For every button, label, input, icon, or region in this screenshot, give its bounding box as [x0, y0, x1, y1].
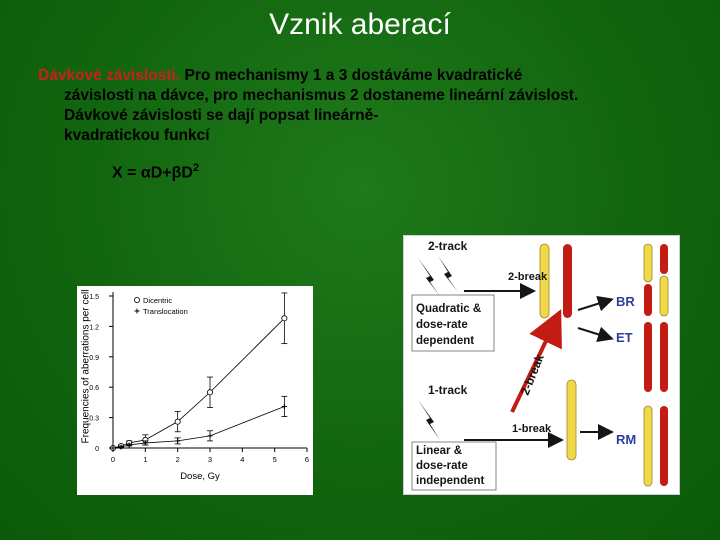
label-one-break: 1-break: [512, 423, 552, 435]
chart-x-tick-label: 0: [110, 455, 116, 464]
chart-y-tick-label: 1.5: [89, 294, 99, 301]
lin-line-3: independent: [416, 475, 485, 487]
quad-line-3: dependent: [416, 335, 475, 347]
paragraph-lead: Dávkové závislosti.: [38, 67, 181, 84]
chart-point-dicentric: [207, 390, 212, 395]
dose-response-chart: [77, 286, 313, 495]
label-one-track: 1-track: [428, 383, 468, 397]
chart-x-tick-label: 4: [240, 455, 245, 464]
linear-quadratic-formula: [112, 162, 199, 182]
chart-x-tick-label: 2: [175, 455, 180, 464]
quad-line-2: dose-rate: [416, 319, 468, 331]
chart-series-line: [113, 318, 284, 448]
chart-svg: [77, 286, 313, 495]
chart-series-line: [113, 406, 284, 448]
chromosome-br-3: [660, 244, 668, 274]
chart-y-tick-label: 1.2: [89, 324, 99, 332]
label-two-break-diag: 2-break: [517, 352, 547, 398]
arrow-et: [578, 328, 610, 338]
chart-point-dicentric: [175, 419, 180, 424]
chart-xlabel: Dose, Gy: [180, 471, 220, 482]
paragraph-line-4: kvadratickou funkcí: [64, 127, 210, 144]
lin-line-2: dose-rate: [416, 460, 468, 472]
legend-dicentric-marker: [134, 297, 139, 302]
chart-y-tick-label: 0: [95, 446, 99, 453]
legend-dicentric-label: Dicentric: [143, 296, 173, 305]
mechanism-svg: [404, 236, 679, 494]
lightning-icon-top-2: [438, 256, 458, 292]
chart-ylabel: Frequencies of aberrations per cell: [80, 289, 92, 444]
aberration-mechanism-diagram: [403, 235, 680, 495]
chart-y-tick-label: 0.3: [89, 415, 99, 423]
chromosome-br-4: [660, 276, 668, 316]
chart-x-tick-label: 1: [143, 455, 148, 464]
lightning-icon-bottom: [418, 400, 440, 440]
chromosome-et-1: [644, 322, 652, 392]
paragraph-line-3: Dávkové závislosti se dají popsat lineárně-: [64, 107, 379, 124]
legend-translocation-label: Translocation: [143, 307, 188, 316]
label-et: ET: [616, 330, 633, 345]
chromosome-rm-1: [644, 406, 652, 486]
paragraph-line-1: Pro mechanismy 1 a 3 dostáváme kvadratické: [180, 67, 523, 84]
chromosome-br-2: [644, 284, 652, 316]
chromosome-top-red: [563, 244, 572, 318]
chromosome-rm-2: [660, 406, 668, 486]
slide-title: Vznik aberací: [269, 8, 451, 41]
chart-ylabel-wrap: [77, 286, 97, 456]
label-rm: RM: [616, 432, 637, 447]
chart-y-tick-label: 0.6: [89, 385, 99, 393]
dose-dependence-paragraph: [38, 66, 688, 146]
formula-exponent: 2: [192, 162, 200, 174]
chromosome-br-1: [644, 244, 652, 282]
chromosome-et-2: [660, 322, 668, 392]
arrow-br: [578, 300, 610, 310]
chromosome-bottom-yellow: [567, 380, 576, 460]
chart-x-tick-label: 3: [207, 455, 213, 464]
lightning-icon-top-1: [418, 258, 440, 296]
quad-line-1: Quadratic &: [416, 303, 482, 315]
label-two-track: 2-track: [428, 239, 468, 253]
chart-x-tick-label: 5: [272, 455, 277, 464]
chart-x-tick-label: 6: [304, 455, 310, 464]
label-br: BR: [616, 294, 635, 309]
formula-main: X = αD+βD: [112, 164, 193, 182]
paragraph-line-2: závislosti na dávce, pro mechanismus 2 dostaneme lineární závislost.: [64, 87, 579, 104]
lin-line-1: Linear &: [416, 445, 463, 457]
chart-y-tick-label: 0.9: [89, 354, 99, 362]
label-two-break-top: 2-break: [508, 271, 548, 283]
chart-point-dicentric: [282, 316, 287, 321]
